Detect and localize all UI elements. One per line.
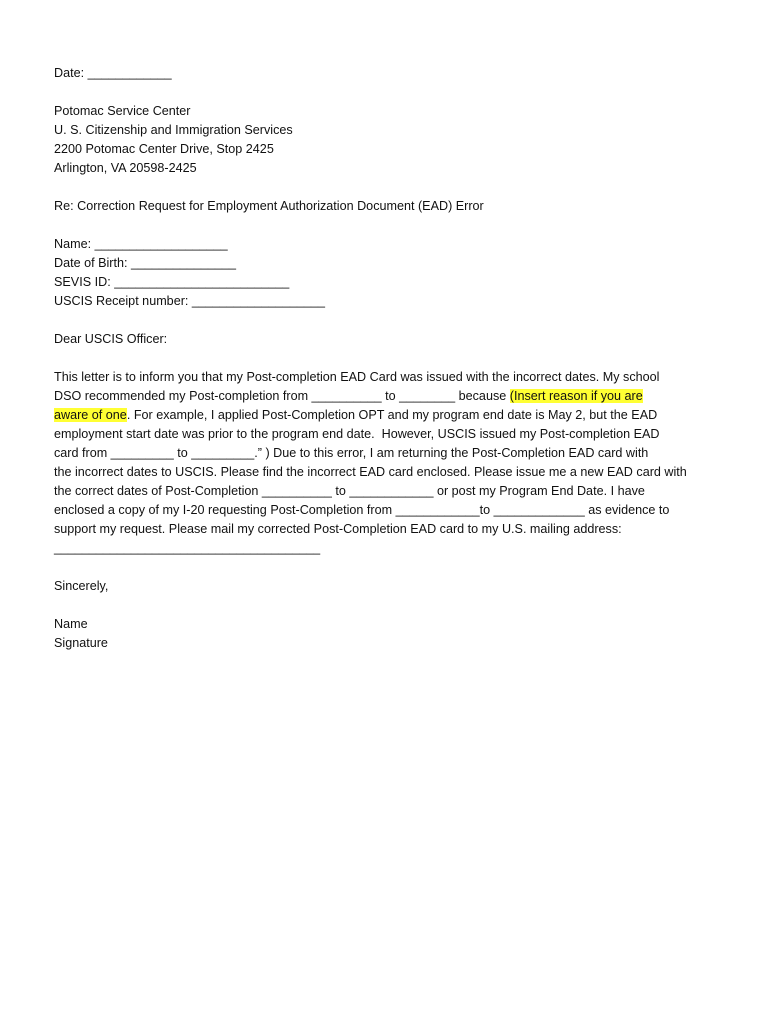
spacer: [54, 216, 744, 235]
spacer: [54, 596, 744, 615]
body-line: This letter is to inform you that my Post-completion EAD Card was issued with the incorrect dates. My school: [54, 370, 660, 384]
closing: Sincerely,: [54, 579, 109, 593]
address-line: Arlington, VA 20598-2425: [54, 161, 197, 175]
body-line: the correct dates of Post-Completion __________ to ____________ or post my Program End Date. I have: [54, 484, 645, 498]
spacer: [54, 311, 744, 330]
body-line: support my request. Please mail my corrected Post-Completion EAD card to my U.S. mailing address:: [54, 522, 622, 536]
body-line: enclosed a copy of my I-20 requesting Post-Completion from ____________to _____________ as evidence to: [54, 503, 670, 517]
highlighted-instruction: aware of one: [54, 408, 127, 422]
body-line: [54, 387, 744, 406]
date-line: Date: ____________: [54, 66, 172, 80]
subject-line: Re: Correction Request for Employment Authorization Document (EAD) Error: [54, 199, 484, 213]
receipt-number-field: USCIS Receipt number: ___________________: [54, 294, 325, 308]
body-line: employment start date was prior to the program end date. However, USCIS issued my Post-completion EAD: [54, 427, 660, 441]
body-line: card from _________ to _________.” ) Due to this error, I am returning the Post-Completion EAD card with: [54, 446, 649, 460]
address-line: 2200 Potomac Center Drive, Stop 2425: [54, 142, 274, 156]
name-field: Name: ___________________: [54, 237, 228, 251]
signature-block: [54, 615, 744, 653]
letter-page: [54, 64, 744, 653]
spacer: [54, 83, 744, 102]
dob-field: Date of Birth: _______________: [54, 256, 237, 270]
highlighted-instruction: (Insert reason if you are: [509, 389, 643, 403]
applicant-fields: [54, 235, 744, 311]
body-line: the incorrect dates to USCIS. Please find the incorrect EAD card enclosed. Please issue me a new EAD card with: [54, 465, 687, 479]
mailing-address-blank: ______________________________________: [54, 541, 321, 555]
spacer: [54, 178, 744, 197]
salutation: Dear USCIS Officer:: [54, 332, 168, 346]
address-line: U. S. Citizenship and Immigration Services: [54, 123, 293, 137]
body-text: . For example, I applied Post-Completion OPT and my program end date is May 2, but the EAD: [126, 408, 658, 422]
recipient-address: [54, 102, 744, 178]
body-text: DSO recommended my Post-completion from __________ to ________ because: [54, 389, 510, 403]
spacer: [54, 558, 744, 577]
letter-body: [54, 368, 744, 558]
sevis-id-field: SEVIS ID: _________________________: [54, 275, 290, 289]
spacer: [54, 349, 744, 368]
address-line: Potomac Service Center: [54, 104, 191, 118]
signature-name: Name: [54, 617, 88, 631]
body-line: [54, 406, 744, 425]
signature-label: Signature: [54, 636, 108, 650]
